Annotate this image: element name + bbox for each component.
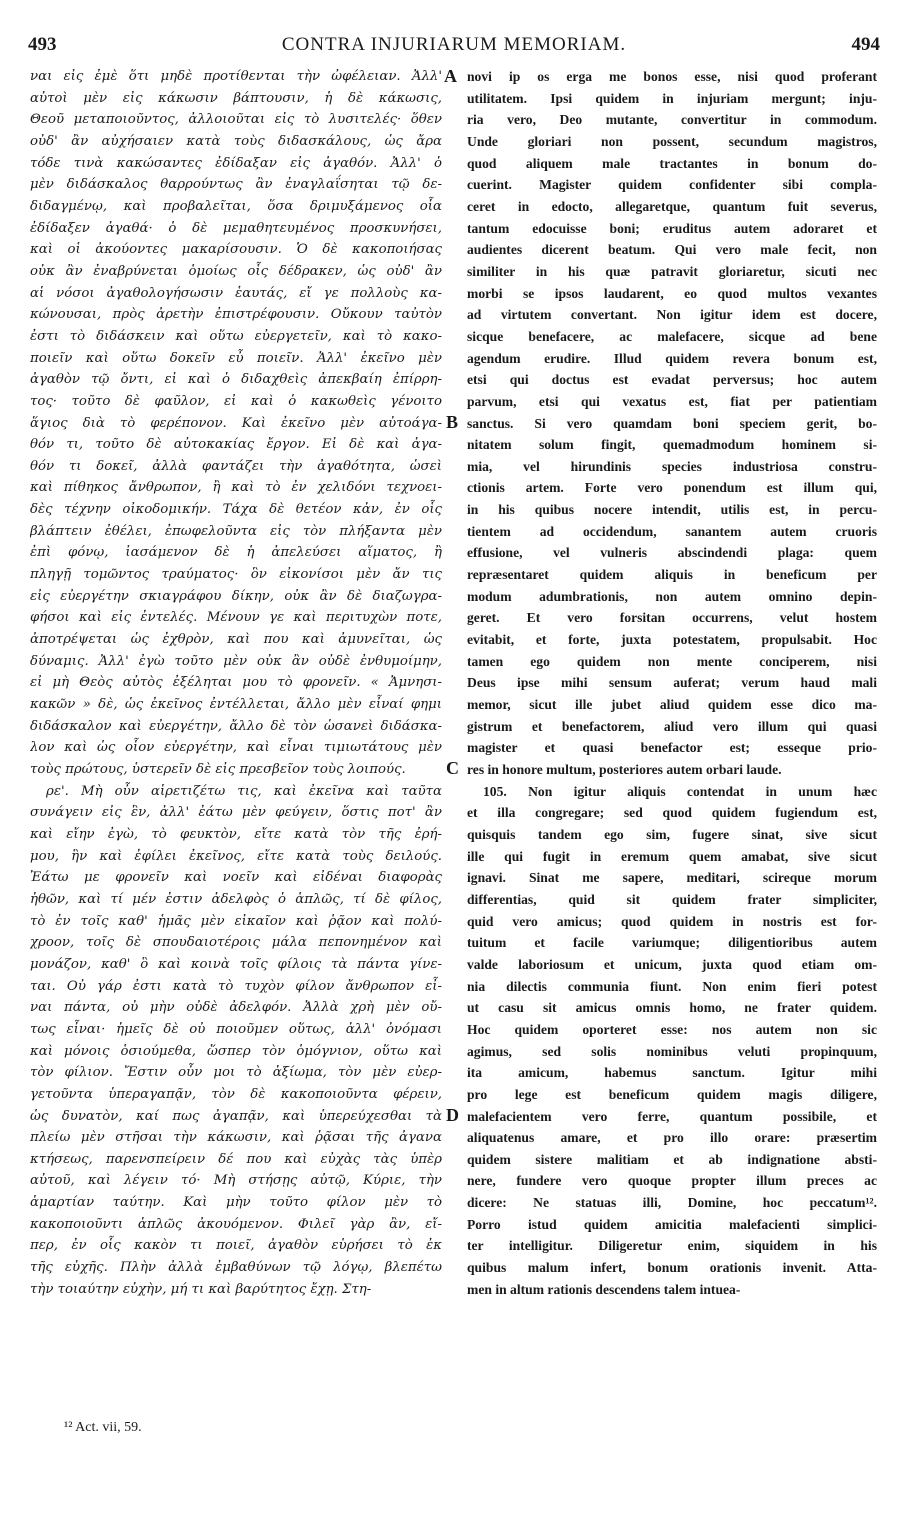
text-line: 105. Non igitur aliquis contendat in unum hæc: [483, 783, 877, 799]
text-line: nere, fundere vero quoque propter illum preces ac: [467, 1173, 877, 1189]
text-line: τος· τοῦτο δὲ φαῦλον, εἰ καὶ ὁ κακωθεὶς γένοιτο: [30, 393, 442, 409]
text-line: ceret in edocto, allegaretque, quantum fuit severus,: [467, 198, 877, 214]
text-line: αὐτοῦ, καὶ λέγειν τό· Μὴ στήσῃς αὐτῷ, Κύριε, τὴν: [30, 1173, 442, 1189]
text-line: et illa congregare; sed quod quidem fugiendum est,: [467, 805, 877, 821]
text-line: διδαγμένῳ, καὶ προβαλεῖται, ὅσα δριμυξάμενος οἷα: [30, 198, 442, 214]
section-marker-d: D: [446, 1105, 459, 1125]
text-line: res in honore multum, posteriores autem orbari laude.: [467, 762, 782, 777]
text-line: δύναμις. Ἀλλ' ἐγὼ τοῦτο μὲν οὐκ ἂν οὐδὲ ἐνθυμοίμην,: [30, 653, 442, 669]
text-line: mia, vel hirundinis species industriosa constru-: [467, 458, 877, 474]
text-line: ἐστι τὸ διδάσκειν καὶ οὕτω εὐεργετεῖν, καὶ τὸ κακο-: [30, 328, 442, 344]
text-line: ut casu sit amicus omnis homo, ne frater quidem.: [467, 1000, 877, 1016]
text-line: ἁμαρτίαν ταύτην. Καὶ μὴν τοῦτο φίλον μὲν τὸ: [30, 1195, 442, 1211]
text-line: τως εἶναι· ἡμεῖς δὲ οὐ ποιοῦμεν οὕτως, ἀλλ' ὀνόμασι: [30, 1021, 442, 1037]
text-line: audientes dicerent beatum. Qui vero male fecit, non: [467, 242, 877, 258]
footnote: ¹² Act. vii, 59.: [64, 1420, 142, 1435]
text-line: κακῶν » δὲ, ὡς ἐκεῖνος ἐντέλλεται, ἄλλο μὲν εἶναί φημι: [30, 697, 442, 713]
text-line: κτήσεως, παρενσπείρειν δέ που καὶ εὐχὰς τὰς ὑπὲρ: [30, 1151, 442, 1167]
text-line: tuitum et facile variumque; diligentioribus autem: [467, 935, 877, 951]
section-marker-a: A: [444, 66, 457, 86]
text-line: θόν τι δοκεῖ, ἀλλὰ φαντάζει τὴν ἀγαθότητα, ὡσεὶ: [30, 458, 442, 474]
text-line: αἱ νόσοι ἀγαθολογήσωσιν ἑαυτάς, εἴ γε πολλοὺς κα-: [30, 285, 442, 301]
text-line: quisquis tandem ego sim, fugere sinat, sive sicut: [467, 826, 877, 842]
greek-text-column: [30, 66, 442, 1300]
text-line: τῆς εὐχῆς. Πλὴν ἀλλὰ ἐμβαθύνων τῷ λόγῳ, βλεπέτω: [30, 1260, 442, 1276]
text-line: men in altum rationis descendens talem intuea-: [467, 1281, 741, 1297]
text-line: ρε'. Μὴ οὖν αἱρετιζέτω τις, καὶ ἐκεῖνα καὶ ταῦτα: [46, 783, 442, 799]
text-line: agimus, sed solis nominibus veluti propinquum,: [467, 1043, 877, 1059]
text-line: sanctus. Si vero quamdam boni speciem gerit, bo-: [467, 415, 877, 431]
text-line: nia dilectis communia fiunt. Non enim fieri potest: [467, 978, 877, 994]
text-line: evitabit, et forte, juxta potestatem, propulsabit. Hoc: [467, 632, 877, 648]
text-line: repræsentaret quidem aliquis in beneficum per: [467, 567, 877, 583]
page-number-left: 493: [28, 34, 57, 55]
text-line: ναι πάντα, οὐ μὴν οὐδὲ ἀδελφόν. Ἀλλὰ χρὴ μὲν οὔ-: [30, 1000, 442, 1016]
text-line: geret. Et vero forsitan occurrens, velut hostem: [467, 610, 877, 626]
text-line: ter intelligitur. Diligeretur enim, siquidem in his: [467, 1238, 877, 1254]
text-line: εἰ μὴ Θεὸς αὐτὸς ἐξέληται μου τὸ φρονεῖν. « Ἀμνησι-: [30, 675, 442, 691]
text-line: tientem ad occidendum, sanantem autem cruoris: [467, 523, 877, 539]
text-line: Porro istud quidem amicitia malefacienti simplici-: [467, 1216, 877, 1232]
text-line: quibus malum infert, bonum orationis invenit. Atta-: [467, 1260, 877, 1276]
text-line: ἐδίδαξεν ἀγαθά· ὁ δὲ μεμαθητευμένος προσκυνήσει,: [30, 220, 442, 236]
text-line: ctionis artem. Forte vero ponendum est illum qui,: [467, 480, 877, 496]
text-line: συνάγειν εἰς ἓν, ἀλλ' ἐάτω μὲν φεύγειν, ὅστις ποτ' ἂν: [30, 805, 442, 821]
text-line: βλάπτειν ἐθέλει, ἐπωφελοῦντα εἰς τὸν πλήξαντα μὲν: [30, 523, 442, 539]
text-line: τὸ ἐν τοῖς καθ' ἡμᾶς μὲν εἰκαῖον καὶ ῥᾷον καὶ πολύ-: [30, 913, 442, 929]
text-line: μου, ἣν καὶ ἐφίλει ἐκεῖνος, εἴτε κατὰ τοὺς δειλούς.: [30, 848, 442, 864]
text-line: γετοῦντα ὑπεραγαπᾷν, τὸν δὲ κακοποιοῦντα φέρειν,: [30, 1086, 442, 1102]
text-line: tantum edocuisse boni; eruditus autem adoraret et: [467, 220, 877, 236]
text-line: καὶ μόνοις ὁσιούμεθα, ὥσπερ τὸν ὁμόγνιον, οὕτω καὶ: [30, 1043, 442, 1059]
text-line: cuerint. Magister quidem confidenter sibi compla-: [467, 177, 877, 193]
text-line: etsi qui doctus est evadat perversus; hoc autem: [467, 372, 877, 388]
text-line: καὶ εἴην ἐγὼ, τὸ φευκτὸν, εἴτε κατὰ τὸν τῆς ἐρή-: [30, 826, 442, 842]
text-line: ignavi. Sinat me sapere, meditari, scireque morum: [467, 870, 877, 886]
text-line: gistrum et benefactorem, aliud vero illum qui quasi: [467, 718, 877, 734]
text-line: Hoc quidem oporteret esse: nos autem non sic: [467, 1021, 877, 1037]
text-line: Ἐάτω με φρονεῖν καὶ νοεῖν καὶ εἰδέναι διαφορὰς: [30, 870, 442, 886]
text-line: τὸν φίλιον. Ἔστιν οὖν μοι τὸ ἀξίωμα, τὸν μὲν εὐερ-: [30, 1065, 442, 1081]
text-line: ὡς δυνατὸν, καί πως ἀγαπᾷν, καὶ ὑπερεύχεσθαι τὰ: [30, 1108, 442, 1124]
text-line: θόν τι, τοῦτο δὲ αὐτοκακίας ἔργον. Εἰ δὲ καὶ ἀγα-: [30, 437, 442, 453]
text-line: φήσοι καὶ εἰς ἐντελές. Μένουν γε καὶ περιτυχὼν ποτε,: [30, 610, 442, 626]
text-line: μὲν διδάσκαλος θαρρούντως ἂν ἐναγλαΐσηται τῷ δε-: [30, 177, 442, 193]
text-line: κακοποιοῦντι ἁπλῶς ἀκουόμενον. Φιλεῖ γὰρ ἂν, εἴ-: [30, 1216, 442, 1232]
text-line: pro lege est beneficum quidem magis diligere,: [467, 1086, 877, 1102]
text-line: πλείω μὲν στῆσαι τὴν κάκωσιν, καὶ ῥᾷσαι τῆς ἀγανα: [30, 1130, 442, 1146]
section-marker-c: C: [446, 758, 459, 778]
text-line: parvum, etsi qui vexatus est, fiat per patientiam: [467, 393, 877, 409]
text-line: ad virtutem convertant. Non igitur idem est docere,: [467, 307, 877, 323]
text-line: χροον, τοῖς δὲ σπουδαιοτέροις μάλα πεπονημένον καὶ: [30, 935, 442, 951]
text-line: δὲς τέχνην οἰκοδομικήν. Τάχα δὲ θετέον κἀν, ἐν οἷς: [30, 502, 442, 518]
text-line: κώνουσαι, πρὸς ἀρετὴν ἐπιστρέφουσιν. Οὔκουν ταὐτὸν: [30, 307, 442, 323]
text-line: τοὺς πρώτους, ὑστερεῖν δὲ εἰς πρεσβεῖον τοὺς λοιπούς.: [30, 762, 406, 777]
text-line: magister et quasi benefactor est; esseque prio-: [467, 740, 877, 756]
page-header: [28, 34, 880, 60]
text-line: differentias, quid sit quidem frater simpliciter,: [467, 891, 877, 907]
text-line: οὐκ ἂν ἐναβρύνεται ὁμοίως οἷς δέδρακεν, ὡς οὐδ' ἂν: [30, 263, 442, 279]
text-line: ita amicum, habemus sanctum. Igitur mihi: [467, 1065, 877, 1081]
text-line: αὐτοὶ μὲν εἰς κάκωσιν βάπτουσιν, ἡ δὲ κάκωσις,: [30, 90, 442, 106]
text-line: quid vero amicus; quod quidem in nostris est for-: [467, 913, 877, 929]
text-line: valde laboriosum et unicum, juxta quod etiam om-: [467, 956, 877, 972]
text-line: τὴν τοιαύτην εὐχὴν, μή τι καὶ βαρύτητος ἔχῃ. Στη-: [30, 1281, 372, 1297]
text-line: sicque benefacere, ac malefacere, sicque ad bene: [467, 328, 877, 344]
text-line: ναι εἰς ἐμὲ ὅτι μηδὲ προτίθενται τὴν ὠφέλειαν. Ἀλλ': [30, 69, 442, 84]
text-line: περ, ἐν οἷς κακὸν τι ποιεῖ, ἀγαθὸν εὑρήσει τὸ ἐκ: [30, 1238, 442, 1254]
text-line: malefacientem vero ferre, quantum possibile, et: [467, 1108, 877, 1124]
text-line: ἀγαθὸν τῷ ὄντι, εἰ καὶ ὁ διδαχθεὶς ἀπεκβαίη ἐπίρρη-: [30, 372, 442, 388]
text-line: dicere: Ne statuas illi, Domine, hoc peccatum¹².: [467, 1195, 877, 1211]
page-number-right: 494: [851, 34, 880, 55]
text-line: Unde gloriari non possent, secundum magistros,: [467, 133, 877, 149]
text-line: effusione, vel vulneris abscindendi plaga: quem: [467, 545, 877, 561]
text-line: ποιεῖν καὶ οὕτω δοκεῖν εὖ ποιεῖν. Ἀλλ' ἐκεῖνο μὲν: [30, 350, 442, 366]
section-marker-b: B: [446, 412, 459, 432]
text-line: τόδε τινὰ κακώσαντες ἐδίδαξαν εἰς ἀγαθόν. Ἀλλ' ὁ: [30, 155, 442, 171]
text-line: ἀποτρέψεται ὡς ἐχθρὸν, καὶ που καὶ ἀμυνεῖται, ὡς: [30, 632, 442, 648]
text-line: καὶ οἱ ἀκούοντες μακαρίσουσιν. Ὁ δὲ κακοποιήσας: [30, 242, 442, 258]
text-line: utilitatem. Ipsi quidem in injuriam mergunt; inju-: [467, 90, 877, 106]
text-line: πληγῇ τομῶντος τραύματος· ὃν εἰκονίσοι μὲν ἄν τις: [30, 567, 442, 583]
latin-text-column: [467, 66, 877, 1300]
text-line: quod aliquem male tractantes in bonum do-: [467, 155, 877, 171]
text-line: ἠθῶν, καὶ τί μέν ἐστιν ἀδελφὸς ὁ ἁπλῶς, τί δὲ φίλος,: [30, 891, 442, 907]
text-line: quidem sistere malitiam et ab indignatione absti-: [467, 1151, 877, 1167]
text-line: nitatem solum fingit, quemadmodum hominem si-: [467, 437, 877, 453]
text-line: καὶ πίθηκος ἄνθρωπον, ἢ καὶ τὸ ἐν χελιδόνι τεχνοει-: [30, 480, 442, 496]
text-line: in his quibus nocere intendit, utilis est, in percu-: [467, 502, 877, 518]
text-line: tamen ego quidem non mente conciperem, nisi: [467, 653, 877, 669]
text-line: ἅγιος διὰ τὸ φερέπονον. Καὶ ἐκεῖνο μὲν αὐτοάγα-: [30, 415, 442, 431]
text-line: Deus ipse mihi sensum auferat; verum haud mali: [467, 675, 877, 691]
running-title: CONTRA INJURIARUM MEMORIAM.: [281, 34, 627, 55]
text-line: memor, sicut ille jubet aliud quidem esse dico ma-: [467, 697, 877, 713]
text-line: Θεοῦ μεταποιοῦντος, ἀλλοιοῦται εἰς τὸ λυσιτελές· ὅθεν: [30, 112, 442, 128]
text-line: similiter in his quæ patravit gloriaretur, sicuti nec: [467, 263, 877, 279]
text-line: ται. Οὐ γάρ ἐστι κατὰ τὸ τυχὸν φίλον ἄνθρωπον εἶ-: [30, 978, 442, 994]
text-line: modum adumbrationis, non autem omnino depin-: [467, 588, 877, 604]
text-line: agendum erudire. Illud quidem revera bonum est,: [467, 350, 877, 366]
text-line: ἐπὶ φόνῳ, ἰασάμενον δὲ ἡ ἀπελεύσει αἵματος, ἢ: [30, 545, 442, 561]
text-line: μονάζον, καθ' ὃ καὶ κοινὰ τοῖς φίλοις τὰ πάντα γίνε-: [30, 956, 442, 972]
text-line: novi ip os erga me bonos esse, nisi quod proferant: [467, 69, 877, 84]
text-line: morbi se ipsos laudarent, eo quod multos vexantes: [467, 285, 877, 301]
text-line: ille qui fugit in eremum quem amabat, sive sicut: [467, 848, 877, 864]
text-line: εἰς εὐεργέτην σκιαγράφου δίκην, οὐκ ἂν δὲ διαζωγρα-: [30, 588, 442, 604]
text-line: οὐδ' ἂν αὐχήσαιεν κατὰ τοὺς διδασκάλους, ὡς ἄρα: [30, 133, 442, 149]
text-line: aliquatenus amare, et pro illo orare: præsertim: [467, 1130, 877, 1146]
text-line: λον καὶ ὡς οἷον εὐεργέτην, καὶ εἶναι τιμιωτάτους μὲν: [30, 740, 442, 756]
text-line: διδάσκαλον καὶ εὐεργέτην, ἄλλο δὲ τὸν ὡσανεὶ διδάσκα-: [30, 718, 442, 734]
text-line: ria vero, Deo mutante, convertitur in commodum.: [467, 112, 877, 128]
